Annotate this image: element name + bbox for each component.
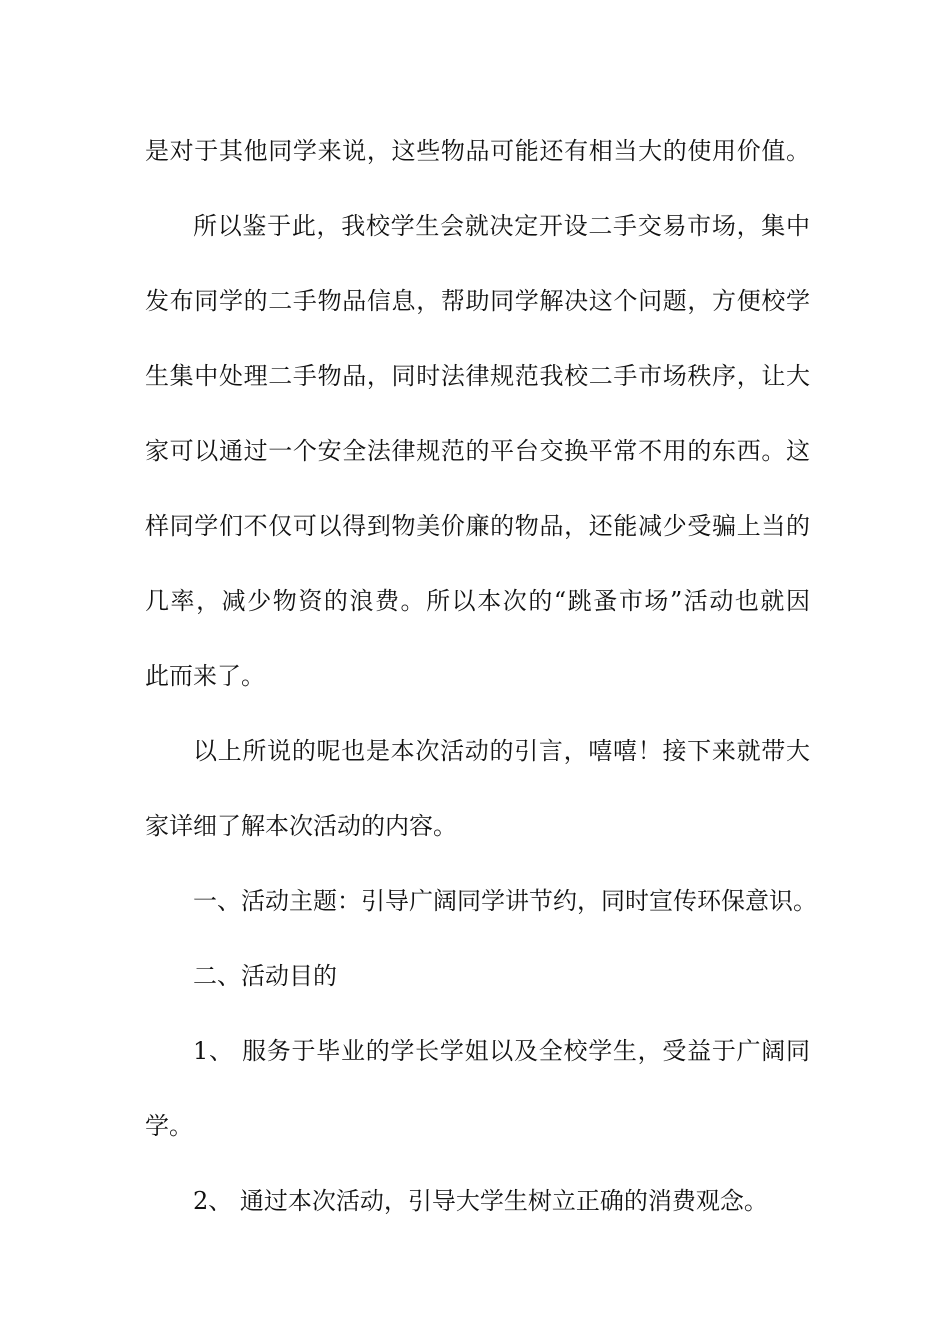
paragraph-line: 样同学们不仅可以得到物美价廉的物品，还能减少受骗上当的 (145, 512, 810, 540)
paragraph-line: 家可以通过一个安全法律规范的平台交换平常不用的东西。这 (145, 437, 810, 465)
section-heading-theme: 一、活动主题：引导广阔同学讲节约，同时宣传环保意识。 (193, 887, 817, 915)
list-item-continuation: 学。 (145, 1112, 193, 1140)
paragraph-line: 家详细了解本次活动的内容。 (145, 812, 457, 840)
section-heading-purpose: 二、活动目的 (193, 962, 337, 990)
paragraph-line: 发布同学的二手物品信息，帮助同学解决这个问题，方便校学 (145, 287, 810, 315)
paragraph-line: 此而来了。 (145, 662, 265, 690)
list-item: 1、 服务于毕业的学长学姐以及全校学生，受益于广阔同 (193, 1037, 810, 1065)
paragraph-line: 几率，减少物资的浪费。所以本次的“跳蚤市场”活动也就因 (145, 587, 810, 615)
paragraph-line: 所以鉴于此，我校学生会就决定开设二手交易市场，集中 (193, 212, 810, 240)
paragraph-line: 生集中处理二手物品，同时法律规范我校二手市场秩序，让大 (145, 362, 810, 390)
list-item: 2、 通过本次活动，引导大学生树立正确的消费观念。 (193, 1187, 768, 1215)
paragraph-line: 是对于其他同学来说，这些物品可能还有相当大的使用价值。 (145, 137, 810, 165)
paragraph-line: 以上所说的呢也是本次活动的引言，嘻嘻！接下来就带大 (193, 737, 810, 765)
